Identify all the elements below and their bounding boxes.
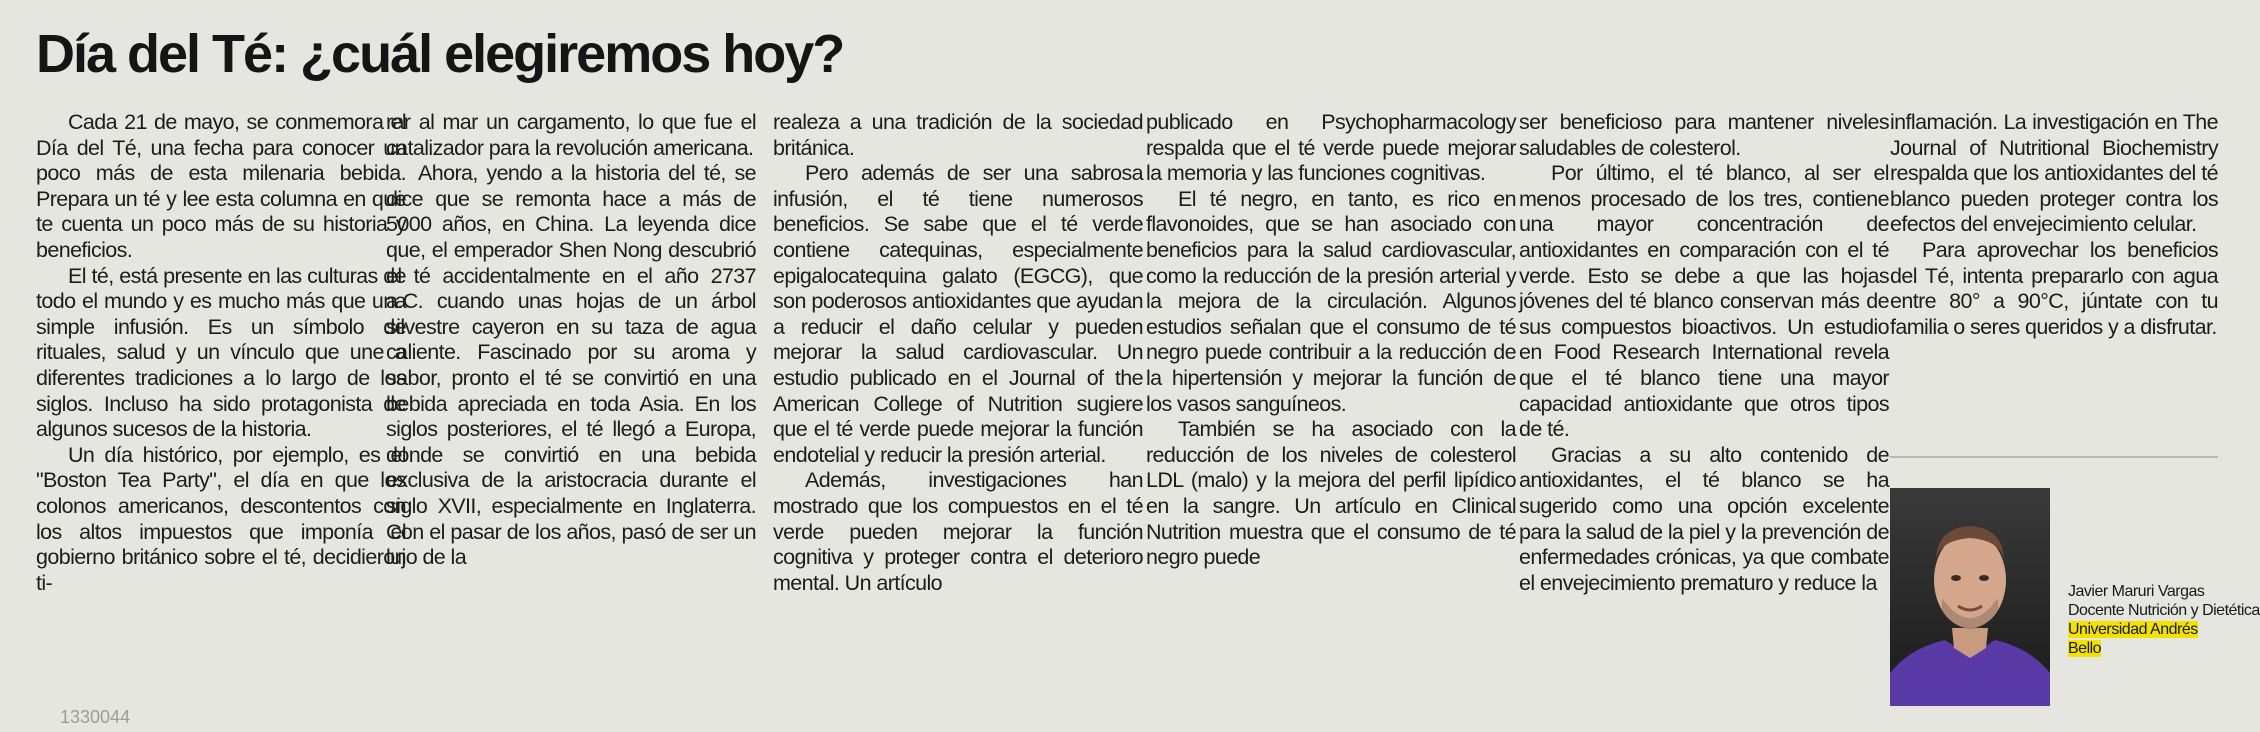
column-2 xyxy=(386,110,756,732)
author-name: Javier Maruri Vargas xyxy=(2068,583,2205,600)
paragraph: Por último, el té blanco, al ser el menos procesado de los tres, contiene una mayor concentración de antioxidantes en comparación con el té verde. Esto se debe a que las hojas jóvenes del té blanco conservan más de sus compuestos bioactivos. Un estudio en Food Research International revela que el té blanco tiene una mayor capacidad antioxidante que otros tipos de té. xyxy=(1519,161,1889,442)
paragraph-continued: inflamación. La investigación en The Journal of Nutritional Biochemistry respalda que los antioxidantes del té blanco pueden proteger contra los efectos del envejecimiento celular. xyxy=(1890,110,2218,237)
column-3 xyxy=(773,110,1143,732)
author-portrait-icon xyxy=(1890,488,2050,706)
paragraph: El té, está presente en las culturas de todo el mundo y es mucho más que una simple infusión. Es un símbolo de rituales, salud y un vínculo que une a diferentes tradiciones a lo largo de los siglos. Incluso ha sido protagonista de algunos sucesos de la historia. xyxy=(36,263,406,442)
paragraph: Cada 21 de mayo, se conmemora el Día del Té, una fecha para conocer un poco más de esta milenaria bebida. Prepara un té y lee esta columna en que te cuenta un poco más de su historia y beneficios. xyxy=(36,110,406,262)
author-role: Docente Nutrición y Dietética xyxy=(2068,602,2260,619)
paragraph-continued: rar al mar un cargamento, lo que fue el catalizador para la revolución americana. xyxy=(386,110,756,160)
column-4 xyxy=(1146,110,1516,732)
divider xyxy=(1890,456,2218,458)
column-5 xyxy=(1519,110,1889,732)
paragraph: Además, investigaciones han mostrado que los compuestos en el té verde pueden mejorar la función cognitiva y proteger contra el deterioro mental. Un artículo xyxy=(773,468,1143,595)
paragraph-continued: publicado en Psychopharmacology respalda que el té verde puede mejorar la memoria y las funciones cognitivas. xyxy=(1146,110,1516,186)
author-university-cont: Bello xyxy=(2068,640,2102,657)
article-title: Día del Té: ¿cuál elegiremos hoy? xyxy=(36,24,844,84)
paragraph: Pero además de ser una sabrosa infusión, el té tiene numerosos beneficios. Se sabe que el té verde contiene catequinas, especialmente epigalocatequina galato (EGCG), que son poderosos antioxidantes que ayudan a reducir el daño celular y pueden mejorar la salud cardiovascular. Un estudio publicado en el Journal of the American College of Nutrition sugiere que el té verde puede mejorar la función endotelial y reducir la presión arterial. xyxy=(773,161,1143,467)
paragraph: También se ha asociado con la reducción de los niveles de colesterol LDL (malo) y la mejora del perfil lipídico en la sangre. Un artículo en Clinical Nutrition muestra que el consumo de té negro puede xyxy=(1146,417,1516,570)
author-university: Universidad Andrés xyxy=(2068,621,2198,638)
paragraph-continued: realeza a una tradición de la sociedad británica. xyxy=(773,110,1143,160)
paragraph: El té negro, en tanto, es rico en flavonoides, que se han asociado con beneficios para la salud cardiovascular, como la reducción de la presión arterial y la mejora de la circulación. Algunos estudios señalan que el consumo de té negro puede contribuir a la reducción de la hipertensión y mejorar la función de los vasos sanguíneos. xyxy=(1146,186,1516,416)
column-1 xyxy=(36,110,406,732)
paragraph: Para aprovechar los beneficios del Té, intenta prepararlo con agua entre 80° a 90°C, júntate con tu familia o seres queridos y a disfrutar. xyxy=(1890,237,2218,339)
paragraph-continued: ser beneficioso para mantener niveles saludables de colesterol. xyxy=(1519,110,1889,160)
archive-stamp: 1330044 xyxy=(60,707,131,727)
paragraph: Ahora, yendo a la historia del té, se dice que se remonta hace a más de 5000 años, en China. La leyenda dice que, el emperador Shen Nong descubrió el té accidentalmente en el año 2737 a.C. cuando unas hojas de un árbol silvestre cayeron en su taza de agua caliente. Fascinado por su aroma y sabor, pronto el té se convirtió en una bebida apreciada en toda Asia. En los siglos posteriores, el té llegó a Europa, donde se convirtió en una bebida exclusiva de la aristocracia durante el siglo XVII, especialmente en Inglaterra. Con el pasar de los años, pasó de ser un lujo de la xyxy=(386,161,756,570)
paragraph: Un día histórico, por ejemplo, es el "Boston Tea Party", el día en que los colonos americanos, descontentos con los altos impuestos que imponía el gobierno británico sobre el té, decidieron ti- xyxy=(36,442,406,595)
author-credit xyxy=(2068,582,2260,658)
paragraph: Gracias a su alto contenido de antioxidantes, el té blanco se ha sugerido como una opción excelente para la salud de la piel y la prevención de enfermedades crónicas, ya que combate el envejecimiento prematuro y reduce la xyxy=(1519,442,1889,595)
article-body xyxy=(0,110,2260,732)
